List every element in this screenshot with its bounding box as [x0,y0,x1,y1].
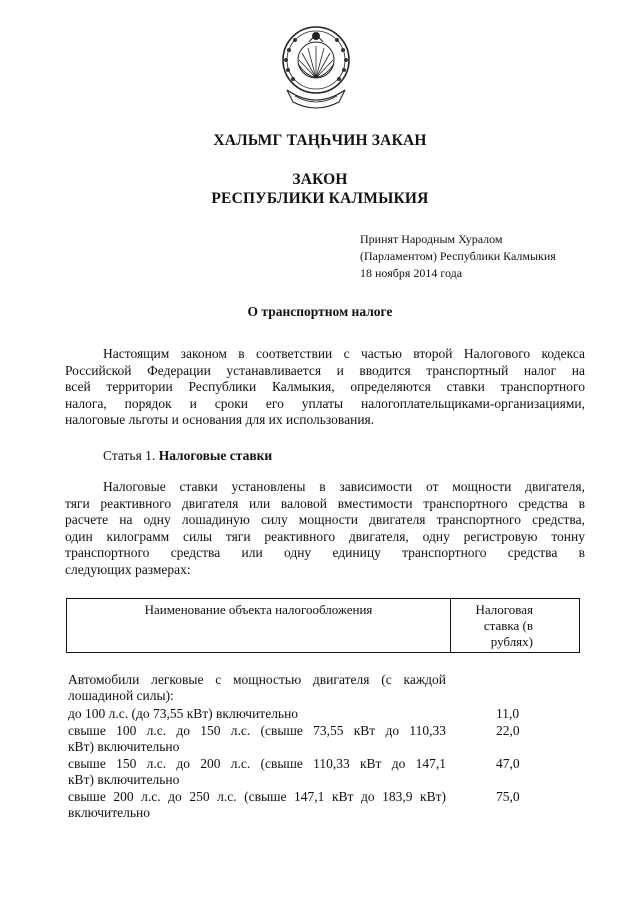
adoption-date: 18 ноября 2014 года [360,266,463,280]
header-line: Налоговая [475,602,533,617]
row-rate: 22,0 [496,723,520,738]
text-line: Налоговые ставки установлены в зависимости от мощности двигателя, [103,479,585,494]
article-title: Налоговые ставки [158,448,273,463]
header-line: ставка (в [483,618,533,633]
table-row [68,723,580,756]
text-line: налога, порядок и сроки его уплаты налогоплательщиками-организациями, [65,395,585,411]
adoption-line: Принят Народным Хуралом [360,232,503,246]
table-row [68,672,580,706]
text-line: транспортного средства или одну единицу транспортного средства в [65,545,585,560]
article-paragraph [65,479,585,578]
text-line: следующих размерах: [65,561,191,577]
row-description [68,756,446,788]
law-subject: О транспортном налоге [247,304,393,319]
text-line: свыше 100 л.с. до 150 л.с. (свыше 73,55 кВт до 110,33 [68,723,446,738]
preamble-paragraph [65,346,585,429]
header-line: рублях) [490,634,533,649]
text-line: один килограмм силы тяги реактивного двигателя, одну регистровую тонну [65,528,585,544]
text-line: всей территории Республики Калмыкия, определяются ставки транспортного [65,379,585,394]
text-line: свыше 200 л.с. до 250 л.с. (свыше 147,1 кВт до 183,9 кВт) [68,789,446,804]
row-rate: 75,0 [496,789,520,804]
text-line: Настоящим законом в соответствии с частью второй Налогового кодекса [103,346,585,361]
text-line: свыше 150 л.с. до 200 л.с. (свыше 110,33 кВт до 147,1 [68,756,446,771]
article-number: Статья 1. [103,448,156,463]
table-header [66,598,580,653]
adoption-line: (Парламентом) Республики Калмыкия [360,249,556,263]
title-republic: РЕСПУБЛИКИ КАЛМЫКИЯ [211,190,429,207]
column-header-object: Наименование объекта налогообложения [67,599,451,652]
row-description [68,723,446,755]
row-description [68,706,446,722]
text-line: до 100 л.с. (до 73,55 кВт) включительно [68,706,299,721]
coat-of-arms-emblem [273,20,359,112]
title-kalmyk: ХАЛЬМГ ТАҢҺЧИН ЗАКАН [213,132,427,149]
title-law: ЗАКОН [292,171,348,188]
table-row [68,789,580,821]
text-line: включительно [68,805,151,820]
text-line: кВт) включительно [68,772,180,787]
table-row [68,756,580,789]
table-row [68,706,580,723]
text-line: кВт) включительно [68,739,180,754]
article-heading [103,447,272,464]
text-line: Российской Федерации устанавливается и вводится транспортный налог на [65,362,585,378]
row-description [68,789,446,821]
row-description [68,672,446,704]
row-rate: 11,0 [496,706,520,721]
text-line: расчете на одну лошадиную силу мощности двигателя транспортного средства, [65,512,585,527]
column-header-rate [451,599,579,652]
tax-rate-table [68,672,580,821]
text-line: тяги реактивного двигателя или валовой вместимости транспортного средства в [65,495,585,511]
adoption-note [360,231,620,282]
text-line: налоговые льготы и основания для их использования. [65,412,375,427]
row-rate: 47,0 [496,756,520,771]
text-line: Автомобили легковые с мощностью двигателя (с каждой [68,672,446,687]
text-line: лошадиной силы): [68,688,174,703]
